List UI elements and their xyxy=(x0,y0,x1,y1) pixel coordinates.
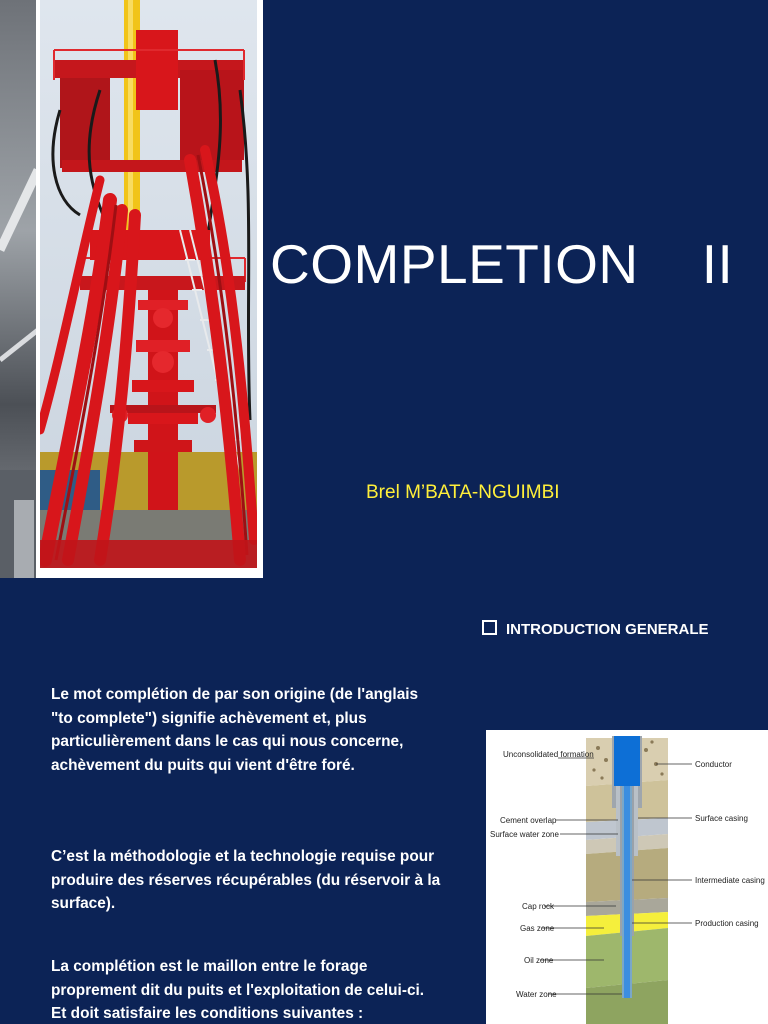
label-water-zone: Water zone xyxy=(516,990,557,999)
slide-title: COMPLETION II xyxy=(270,233,734,295)
label-unconsolidated: Unconsolidated formation xyxy=(503,750,594,759)
paragraph-link: La complétion est le maillon entre le forage proprement dit du puits et l'exploitation de celui-ci. Et doit satisfaire les conditions suivantes : xyxy=(51,958,425,1022)
label-gas-zone: Gas zone xyxy=(520,924,555,933)
section-heading-text: INTRODUCTION GENERALE xyxy=(506,621,709,638)
paragraph-methodology: C’est la méthodologie et la technologie requise pour produire des réserves récupérables (du réservoir à la surface). xyxy=(51,848,441,912)
label-cap-rock: Cap rock xyxy=(522,902,555,911)
wellhead-rig-photo xyxy=(40,0,257,568)
label-surface-casing: Surface casing xyxy=(695,814,748,823)
decorative-metal-strip xyxy=(0,0,38,578)
label-production-casing: Production casing xyxy=(695,919,759,928)
label-cement-overlap: Cement overlap xyxy=(500,816,557,825)
label-intermediate-casing: Intermediate casing xyxy=(695,876,765,885)
label-oil-zone: Oil zone xyxy=(524,956,554,965)
well-casing-diagram xyxy=(486,730,768,1024)
checkbox-bullet-icon xyxy=(482,620,497,635)
paragraph-definition: Le mot complétion de par son origine (de l'anglais "to complete") signifie achèvement et, plus particulièrement dans le cas qui nous concerne, achèvement du puits qui vient d'être foré. xyxy=(51,686,419,774)
label-surface-water-zone: Surface water zone xyxy=(490,830,559,839)
label-conductor: Conductor xyxy=(695,760,732,769)
section-heading xyxy=(482,620,709,638)
author-name: Brel M’BATA-NGUIMBI xyxy=(366,482,560,503)
